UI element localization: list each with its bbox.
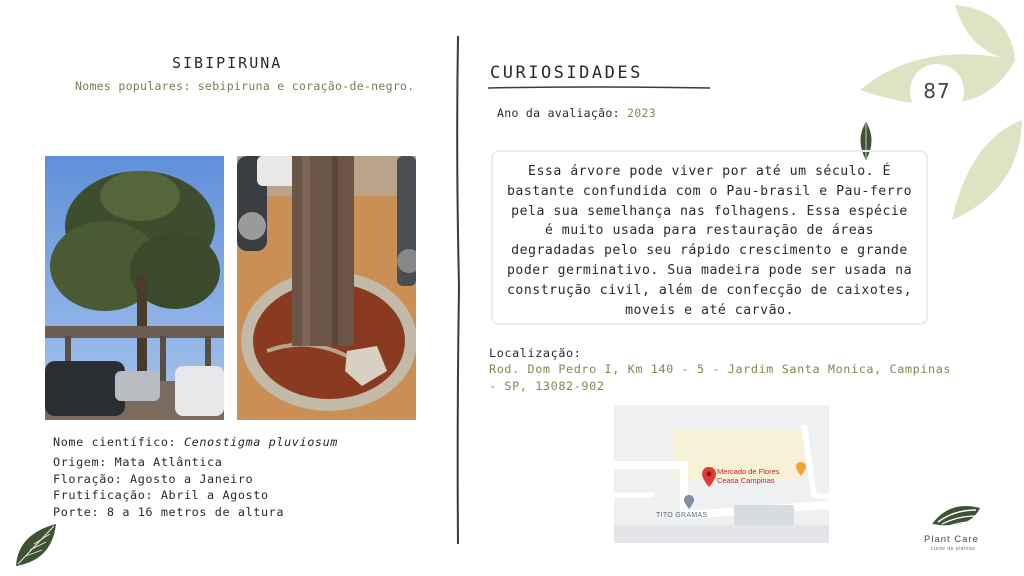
- brand-tagline: cuide de plantas: [931, 546, 976, 552]
- evaluation-year: Ano da avaliação: 2023: [497, 106, 656, 120]
- map-pin-icon[interactable]: [684, 495, 694, 509]
- column-divider: [452, 36, 464, 544]
- popular-names: Nomes populares: sebipiruna e coração-de-negro.: [75, 79, 415, 93]
- fruiting: Frutificação: Abril a Agosto: [53, 488, 269, 502]
- location-map[interactable]: [614, 405, 829, 543]
- map-place-name: Mercado de Flores Ceasa Campinas: [717, 467, 780, 485]
- flowering: Floração: Agosto a Janeiro: [53, 472, 254, 486]
- map-pin-icon[interactable]: [702, 467, 716, 487]
- size: Porte: 8 a 16 metros de altura: [53, 505, 285, 519]
- map-place-label: TITO GRAMAS: [656, 512, 708, 519]
- page-number: 87: [910, 64, 964, 118]
- brand-logo-icon: [930, 502, 982, 532]
- origin: Origem: Mata Atlântica: [53, 455, 223, 469]
- curiosity-text: Essa árvore pode viver por até um século. É bastante confundida com o Pau-brasil e Pau-ferro pela sua semelhança nas folhagens. Essa espécie é muito usada para restauração de áreas degradadas pelo seu rápido crescimento e grande poder germinativo. Sua madeira pode ser usada na construção civil, além de confecção de caixotes, moveis e até carvão.: [491, 150, 928, 325]
- leaf-icon: [12, 520, 62, 570]
- map-pin-icon[interactable]: [796, 462, 806, 476]
- title-underline: [488, 85, 710, 91]
- trunk-photo: [237, 156, 416, 420]
- location-address: Rod. Dom Pedro I, Km 140 - 5 - Jardim Santa Monica, Campinas - SP, 13082-902: [489, 362, 952, 393]
- location-label: Localização:: [489, 346, 582, 360]
- curiosities-title: CURIOSIDADES: [490, 63, 643, 83]
- scientific-name: Nome científico: Cenostigma pluviosum: [53, 435, 338, 449]
- plant-title: SIBIPIRUNA: [172, 54, 283, 72]
- brand-name: Plant Care: [924, 534, 979, 545]
- tree-photo: [45, 156, 224, 420]
